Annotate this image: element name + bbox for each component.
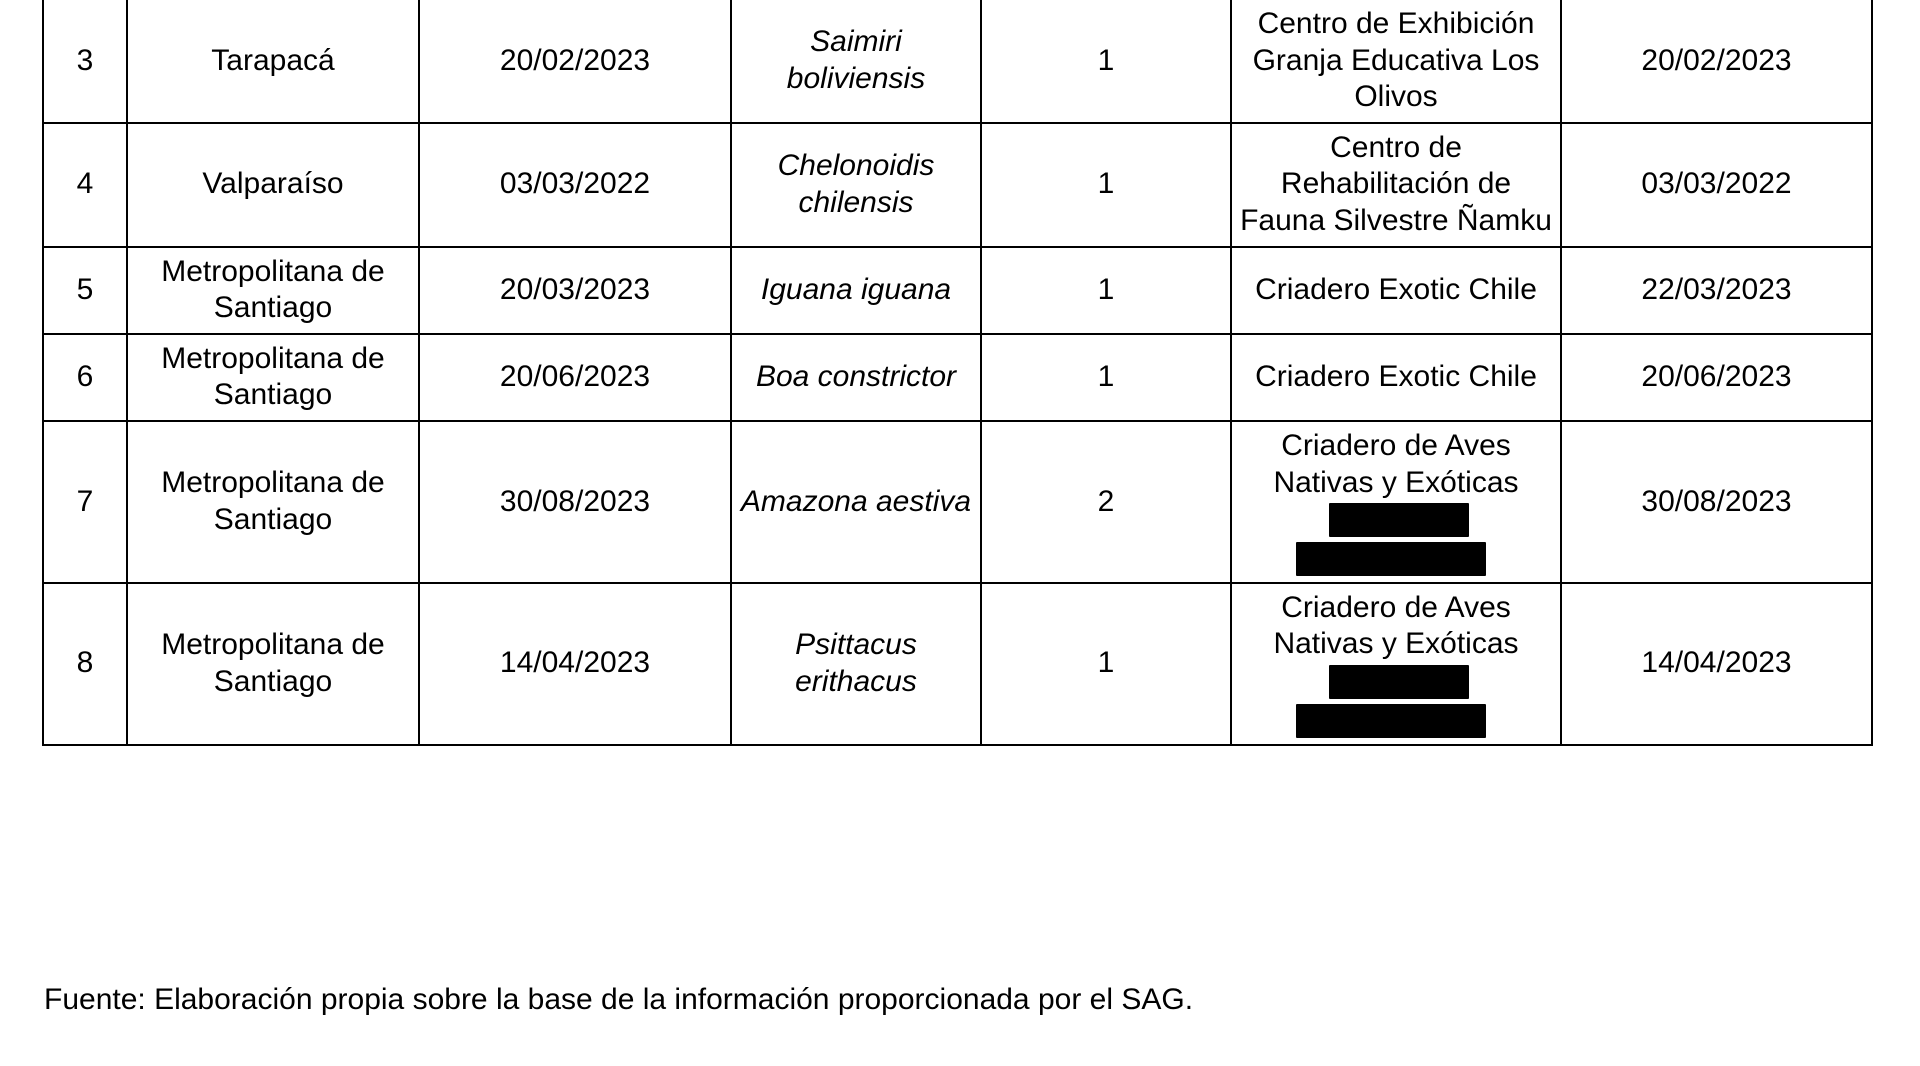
cell-destination bbox=[1231, 334, 1561, 421]
table-row bbox=[43, 421, 1872, 583]
destination-text: Criadero de Aves Nativas y Exóticas bbox=[1273, 590, 1519, 661]
destination-text: Centro de Rehabilitación de Fauna Silvestre Ñamku bbox=[1240, 130, 1552, 237]
cell-number: 5 bbox=[43, 247, 127, 334]
cell-quantity: 1 bbox=[981, 0, 1231, 123]
cell-region: Metropolitana de Santiago bbox=[127, 583, 419, 745]
table-row bbox=[43, 583, 1872, 745]
table-row bbox=[43, 123, 1872, 247]
cell-entry-date: 20/06/2023 bbox=[419, 334, 731, 421]
cell-destination-date: 20/06/2023 bbox=[1561, 334, 1872, 421]
cell-number: 7 bbox=[43, 421, 127, 583]
table-row bbox=[43, 247, 1872, 334]
cell-destination-date: 20/02/2023 bbox=[1561, 0, 1872, 123]
source-note: Fuente: Elaboración propia sobre la base de la información proporcionada por el SAG. bbox=[44, 983, 1194, 1016]
cell-destination-date: 30/08/2023 bbox=[1561, 421, 1872, 583]
table-row bbox=[43, 334, 1872, 421]
destination-text: Criadero Exotic Chile bbox=[1255, 272, 1537, 306]
cell-number: 3 bbox=[43, 0, 127, 123]
cell-species: Amazona aestiva bbox=[731, 421, 981, 583]
destination-text: Criadero de Aves Nativas y Exóticas bbox=[1273, 428, 1519, 499]
cell-destination-date: 22/03/2023 bbox=[1561, 247, 1872, 334]
cell-destination bbox=[1231, 247, 1561, 334]
redaction-bar-icon bbox=[1329, 665, 1469, 699]
destination-text: Criadero Exotic Chile bbox=[1255, 360, 1537, 394]
cell-quantity: 1 bbox=[981, 123, 1231, 247]
cell-entry-date: 20/02/2023 bbox=[419, 0, 731, 123]
cell-entry-date: 03/03/2022 bbox=[419, 123, 731, 247]
cell-region: Tarapacá bbox=[127, 0, 419, 123]
table-row bbox=[43, 0, 1872, 123]
cell-species: Chelonoidis chilensis bbox=[731, 123, 981, 247]
cell-destination bbox=[1231, 123, 1561, 247]
redaction-bar-icon bbox=[1296, 542, 1486, 576]
redaction-bar-icon bbox=[1329, 503, 1469, 537]
cell-destination-date: 03/03/2022 bbox=[1561, 123, 1872, 247]
data-table-container bbox=[42, 0, 1871, 746]
cell-entry-date: 30/08/2023 bbox=[419, 421, 731, 583]
cell-entry-date: 20/03/2023 bbox=[419, 247, 731, 334]
cell-region: Valparaíso bbox=[127, 123, 419, 247]
cell-destination bbox=[1231, 583, 1561, 745]
cell-destination bbox=[1231, 421, 1561, 583]
destination-text: Centro de Exhibición Granja Educativa Los Olivos bbox=[1252, 7, 1540, 114]
cell-species: Saimiri boliviensis bbox=[731, 0, 981, 123]
cell-species: Iguana iguana bbox=[731, 247, 981, 334]
cell-quantity: 2 bbox=[981, 421, 1231, 583]
cell-region: Metropolitana de Santiago bbox=[127, 247, 419, 334]
cell-number: 8 bbox=[43, 583, 127, 745]
data-table bbox=[42, 0, 1873, 746]
cell-number: 6 bbox=[43, 334, 127, 421]
cell-number: 4 bbox=[43, 123, 127, 247]
cell-quantity: 1 bbox=[981, 247, 1231, 334]
cell-quantity: 1 bbox=[981, 334, 1231, 421]
cell-entry-date: 14/04/2023 bbox=[419, 583, 731, 745]
cell-quantity: 1 bbox=[981, 583, 1231, 745]
cell-destination-date: 14/04/2023 bbox=[1561, 583, 1872, 745]
cell-region: Metropolitana de Santiago bbox=[127, 421, 419, 583]
cell-destination bbox=[1231, 0, 1561, 123]
cell-species: Psittacus erithacus bbox=[731, 583, 981, 745]
cell-region: Metropolitana de Santiago bbox=[127, 334, 419, 421]
cell-species: Boa constrictor bbox=[731, 334, 981, 421]
redaction-bar-icon bbox=[1296, 704, 1486, 738]
